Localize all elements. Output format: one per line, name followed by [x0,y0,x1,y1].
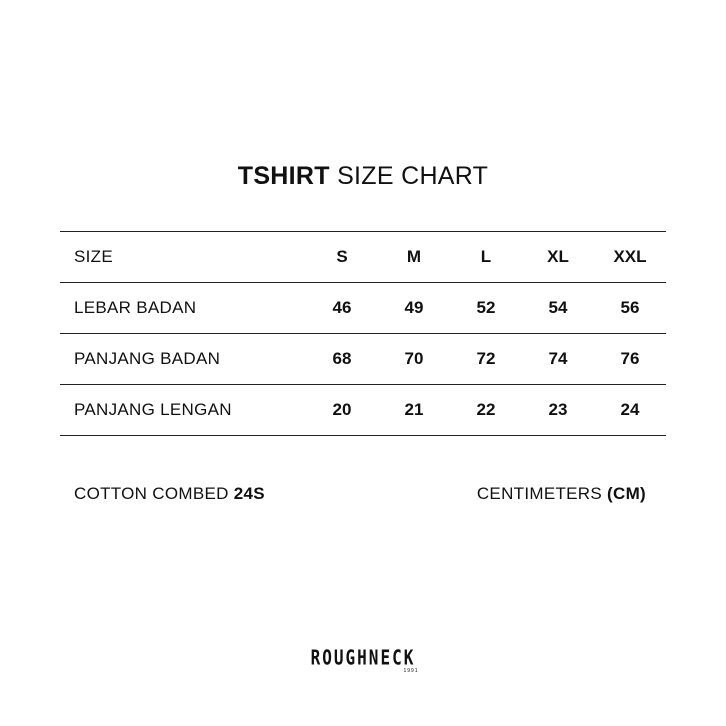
material-note [74,484,265,504]
table-row [60,334,666,385]
table-header-row [60,232,666,283]
table-cell: 72 [476,349,496,368]
material-value: 24S [233,484,265,503]
table-cell: 56 [620,298,640,317]
unit-prefix: CENTIMETERS [476,484,602,503]
table-row [60,283,666,334]
table-cell: 52 [476,298,496,317]
page-title [0,162,726,191]
table-row [60,385,666,436]
table-cell: 68 [332,349,352,368]
header-size: XL [547,247,569,266]
header-label: SIZE [74,247,113,266]
table-cell: 21 [404,400,424,419]
table-cell: 54 [548,298,568,317]
brand-name: ROUGHNECK [310,645,416,670]
table-cell: 20 [332,400,352,419]
table-cell: 76 [620,349,640,368]
title-rest: SIZE CHART [337,162,489,190]
table-cell: 46 [332,298,352,317]
table-cell: 70 [404,349,424,368]
table-cell: 23 [548,400,568,419]
table-cell: 74 [548,349,568,368]
unit-value: (CM) [607,484,646,503]
header-size: M [406,247,422,266]
unit-note [477,484,646,504]
header-size: S [336,247,348,266]
size-chart-table [60,231,666,436]
material-prefix: COTTON COMBED [74,484,229,503]
brand-logo [0,645,726,674]
header-size: L [480,247,492,266]
table-cell: 22 [476,400,496,419]
table-cell: 24 [620,400,640,419]
row-label: PANJANG BADAN [74,349,221,368]
brand-year: 1991 [403,668,419,674]
title-bold: TSHIRT [237,162,330,190]
row-label: PANJANG LENGAN [74,400,232,419]
header-size: XXL [613,247,647,266]
row-label: LEBAR BADAN [74,298,197,317]
table-cell: 49 [404,298,424,317]
